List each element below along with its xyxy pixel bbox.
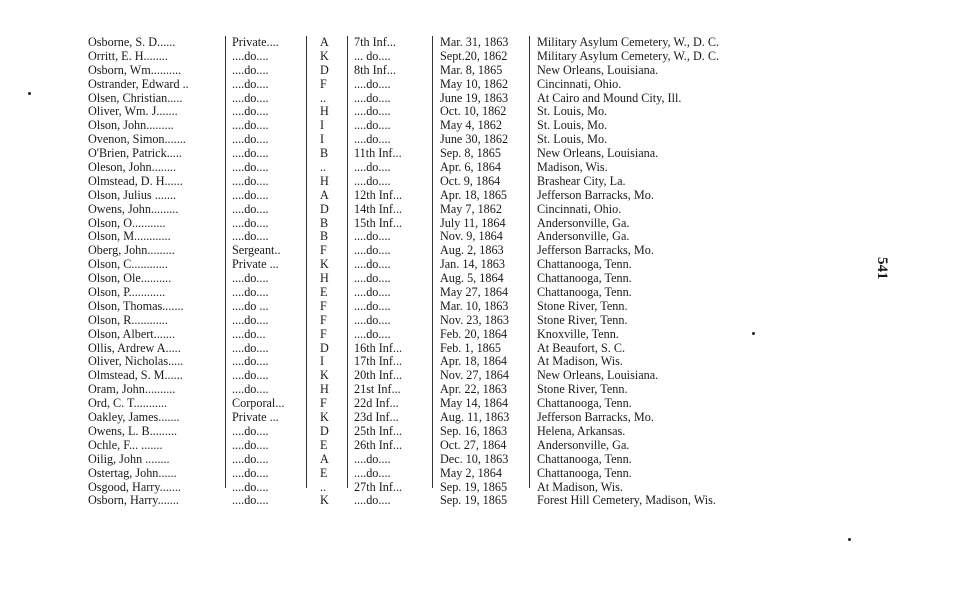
table-row <box>88 50 788 64</box>
burial-place: St. Louis, Mo. <box>537 118 608 133</box>
rank: ....do.... <box>232 160 269 175</box>
soldier-name: Ostrander, Edward .. <box>88 76 189 91</box>
table-row <box>88 133 788 147</box>
company: B <box>320 215 329 230</box>
table-row <box>88 328 788 342</box>
company: A <box>320 35 329 49</box>
burial-place: At Cairo and Mound City, Ill. <box>537 90 682 105</box>
burial-place: New Orleans, Louisiana. <box>537 146 659 161</box>
rank: ....do.... <box>232 104 269 119</box>
table-row <box>88 258 788 272</box>
soldier-name: Olsen, Christian..... <box>88 90 183 105</box>
rank: ....do.... <box>232 451 269 466</box>
death-date: May 4, 1862 <box>440 118 502 133</box>
soldier-name: Olson, Albert....... <box>88 326 176 341</box>
burial-place: Jefferson Barracks, Mo. <box>537 243 654 258</box>
regiment: ....do.... <box>354 257 391 272</box>
rank: ....do.... <box>232 173 269 188</box>
page-number: 541 <box>874 257 890 280</box>
regiment: 15th Inf... <box>354 215 403 230</box>
company: K <box>320 493 329 508</box>
company: D <box>320 340 329 355</box>
regiment: ....do.... <box>354 132 391 147</box>
death-date: May 14, 1864 <box>440 396 509 411</box>
table-row <box>88 369 788 383</box>
rank: Sergeant.. <box>232 243 281 258</box>
company: A <box>320 451 329 466</box>
soldier-name: Oliver, Nicholas..... <box>88 354 184 369</box>
regiment: ....do.... <box>354 298 391 313</box>
burial-place: Chattanooga, Tenn. <box>537 451 632 466</box>
rank: ....do.... <box>232 187 269 202</box>
rank: ....do.... <box>232 271 269 286</box>
regiment: 8th Inf... <box>354 62 396 77</box>
rank: ....do.... <box>232 354 269 369</box>
company: F <box>320 312 327 327</box>
death-date: Feb. 20, 1864 <box>440 326 508 341</box>
soldier-name: Olson, O........... <box>88 215 166 230</box>
print-speck <box>752 332 755 335</box>
rank: ....do.... <box>232 229 269 244</box>
burial-place: New Orleans, Louisiana. <box>537 368 659 383</box>
regiment: 11th Inf... <box>354 146 402 161</box>
regiment: 7th Inf... <box>354 35 396 49</box>
burial-place: Chattanooga, Tenn. <box>537 465 632 480</box>
table-row <box>88 92 788 106</box>
death-date: Mar. 10, 1863 <box>440 298 509 313</box>
burial-place: Andersonville, Ga. <box>537 437 630 452</box>
regiment: ....do.... <box>354 76 391 91</box>
regiment: ....do.... <box>354 160 391 175</box>
soldier-name: Orritt, E. H........ <box>88 48 168 63</box>
regiment: ....do.... <box>354 312 391 327</box>
soldier-name: Olson, R............ <box>88 312 168 327</box>
soldier-name: Oliver, Wm. J....... <box>88 104 178 119</box>
death-date: Sept.20, 1862 <box>440 48 508 63</box>
print-speck <box>848 538 851 541</box>
regiment: ... do.... <box>354 48 391 63</box>
regiment: 20th Inf... <box>354 368 403 383</box>
soldier-name: Osborn, Harry....... <box>88 493 179 508</box>
table-row <box>88 481 788 495</box>
regiment: 17th Inf... <box>354 354 403 369</box>
death-date: Mar. 31, 1863 <box>440 35 509 49</box>
burial-place: Andersonville, Ga. <box>537 229 630 244</box>
soldier-name: Ord, C. T........... <box>88 396 168 411</box>
regiment: ....do.... <box>354 118 391 133</box>
burial-place: Jefferson Barracks, Mo. <box>537 187 654 202</box>
regiment: ....do.... <box>354 493 391 508</box>
table-row <box>88 64 788 78</box>
death-date: July 11, 1864 <box>440 215 506 230</box>
burial-place: Chattanooga, Tenn. <box>537 257 632 272</box>
company: D <box>320 201 329 216</box>
death-date: Apr. 6, 1864 <box>440 160 501 175</box>
regiment: 26th Inf... <box>354 437 403 452</box>
company: .. <box>320 90 327 105</box>
burial-place: At Beaufort, S. C. <box>537 340 626 355</box>
company: H <box>320 104 329 119</box>
table-row <box>88 397 788 411</box>
table-row <box>88 286 788 300</box>
rank: ....do.... <box>232 382 269 397</box>
regiment: 21st Inf... <box>354 382 401 397</box>
company: D <box>320 423 329 438</box>
rank: ....do.... <box>232 76 269 91</box>
death-date: June 19, 1863 <box>440 90 509 105</box>
rank: ....do.... <box>232 146 269 161</box>
death-date: Mar. 8, 1865 <box>440 62 503 77</box>
regiment: ....do.... <box>354 90 391 105</box>
company: E <box>320 465 328 480</box>
burial-place: Knoxville, Tenn. <box>537 326 619 341</box>
death-date: Apr. 18, 1865 <box>440 187 508 202</box>
rank: ....do.... <box>232 437 269 452</box>
table-row <box>88 411 788 425</box>
company: A <box>320 187 329 202</box>
burial-place: New Orleans, Louisiana. <box>537 62 659 77</box>
company: F <box>320 76 327 91</box>
regiment: 23d Inf... <box>354 410 399 425</box>
table-row <box>88 300 788 314</box>
death-date: Aug. 11, 1863 <box>440 410 510 425</box>
rank: ....do.... <box>232 479 269 494</box>
death-date: Dec. 10, 1863 <box>440 451 509 466</box>
table-row <box>88 494 788 508</box>
burial-place: Stone River, Tenn. <box>537 298 628 313</box>
death-date: Sep. 19, 1865 <box>440 493 508 508</box>
burial-place: Chattanooga, Tenn. <box>537 396 632 411</box>
table-row <box>88 425 788 439</box>
company: H <box>320 271 329 286</box>
regiment: ....do.... <box>354 243 391 258</box>
regiment: 27th Inf... <box>354 479 403 494</box>
burial-place: At Madison, Wis. <box>537 354 623 369</box>
rank: ....do.... <box>232 340 269 355</box>
regiment: 16th Inf... <box>354 340 403 355</box>
table-row <box>88 230 788 244</box>
burial-place: Cincinnati, Ohio. <box>537 76 622 91</box>
soldier-name: Owens, John......... <box>88 201 179 216</box>
company: E <box>320 437 328 452</box>
company: B <box>320 229 329 244</box>
regiment: 25th Inf... <box>354 423 403 438</box>
company: F <box>320 298 327 313</box>
death-date: May 10, 1862 <box>440 76 509 91</box>
soldier-name: Olson, Ole.......... <box>88 271 172 286</box>
table-row <box>88 147 788 161</box>
soldier-name: Oleson, John........ <box>88 160 177 175</box>
company: H <box>320 382 329 397</box>
death-date: Jan. 14, 1863 <box>440 257 505 272</box>
burial-place: Stone River, Tenn. <box>537 312 628 327</box>
death-date: Sep. 19, 1865 <box>440 479 508 494</box>
rank: ....do.... <box>232 423 269 438</box>
soldier-name: Olmstead, S. M...... <box>88 368 183 383</box>
soldier-name: Oakley, James....... <box>88 410 180 425</box>
company: .. <box>320 160 327 175</box>
death-date: Oct. 9, 1864 <box>440 173 501 188</box>
burial-place: Military Asylum Cemetery, W., D. C. <box>537 35 720 49</box>
burial-place: Stone River, Tenn. <box>537 382 628 397</box>
rank: ....do.... <box>232 493 269 508</box>
death-date: May 7, 1862 <box>440 201 502 216</box>
table-row <box>88 383 788 397</box>
table-row <box>88 217 788 231</box>
rank: ....do.... <box>232 285 269 300</box>
soldier-name: Osborn, Wm.......... <box>88 62 182 77</box>
table-row <box>88 175 788 189</box>
burial-place: Andersonville, Ga. <box>537 215 630 230</box>
company: F <box>320 396 327 411</box>
burial-place: St. Louis, Mo. <box>537 104 608 119</box>
company: .. <box>320 479 327 494</box>
table-row <box>88 203 788 217</box>
death-date: May 2, 1864 <box>440 465 502 480</box>
soldier-name: Ollis, Ardrew A..... <box>88 340 181 355</box>
company: F <box>320 243 327 258</box>
regiment: ....do.... <box>354 271 391 286</box>
rank: ....do.... <box>232 312 269 327</box>
rank: Corporal... <box>232 396 285 411</box>
table-row <box>88 314 788 328</box>
death-date: Sep. 16, 1863 <box>440 423 508 438</box>
burial-place: St. Louis, Mo. <box>537 132 608 147</box>
rank: ....do ... <box>232 298 269 313</box>
table-row <box>88 119 788 133</box>
burial-place: Forest Hill Cemetery, Madison, Wis. <box>537 493 716 508</box>
company: K <box>320 410 329 425</box>
company: E <box>320 285 328 300</box>
burial-place: Jefferson Barracks, Mo. <box>537 410 654 425</box>
company: K <box>320 257 329 272</box>
soldier-name: Olson, John......... <box>88 118 174 133</box>
regiment: 22d Inf... <box>354 396 399 411</box>
burial-place: Madison, Wis. <box>537 160 608 175</box>
burial-place: Brashear City, La. <box>537 173 626 188</box>
print-speck <box>28 92 31 95</box>
rank: ....do.... <box>232 465 269 480</box>
death-date: Apr. 22, 1863 <box>440 382 508 397</box>
death-date: Aug. 5, 1864 <box>440 271 504 286</box>
soldier-name: Oberg, John......... <box>88 243 175 258</box>
rank: Private ... <box>232 410 279 425</box>
table-row <box>88 272 788 286</box>
soldier-name: Ochle, F... ....... <box>88 437 163 452</box>
company: K <box>320 368 329 383</box>
soldier-name: Ostertag, John...... <box>88 465 177 480</box>
burial-register-table <box>88 36 788 508</box>
table-row <box>88 467 788 481</box>
regiment: ....do.... <box>354 104 391 119</box>
death-date: Nov. 27, 1864 <box>440 368 509 383</box>
rank: ....do.... <box>232 201 269 216</box>
table-row <box>88 439 788 453</box>
death-date: Apr. 18, 1864 <box>440 354 508 369</box>
rank: ....do.... <box>232 90 269 105</box>
soldier-name: Olson, Julius ....... <box>88 187 177 202</box>
company: I <box>320 354 325 369</box>
rank: ....do.... <box>232 368 269 383</box>
soldier-name: Olson, M............ <box>88 229 171 244</box>
rank: ....do.... <box>232 118 269 133</box>
death-date: Nov. 23, 1863 <box>440 312 509 327</box>
table-row <box>88 36 788 50</box>
regiment: ....do.... <box>354 465 391 480</box>
regiment: ....do.... <box>354 173 391 188</box>
rank: ....do.... <box>232 215 269 230</box>
regiment: 12th Inf... <box>354 187 403 202</box>
company: D <box>320 62 329 77</box>
burial-place: Helena, Arkansas. <box>537 423 626 438</box>
death-date: Oct. 27, 1864 <box>440 437 507 452</box>
regiment: ....do.... <box>354 285 391 300</box>
rank: Private ... <box>232 257 279 272</box>
regiment: ....do.... <box>354 451 391 466</box>
company: I <box>320 132 325 147</box>
burial-place: Cincinnati, Ohio. <box>537 201 622 216</box>
soldier-name: Oilig, John ........ <box>88 451 170 466</box>
table-row <box>88 355 788 369</box>
table-row <box>88 105 788 119</box>
company: H <box>320 173 329 188</box>
burial-place: Chattanooga, Tenn. <box>537 271 632 286</box>
death-date: Feb. 1, 1865 <box>440 340 501 355</box>
rank: ....do.... <box>232 62 269 77</box>
table-row <box>88 78 788 92</box>
rank: Private.... <box>232 35 279 49</box>
death-date: June 30, 1862 <box>440 132 509 147</box>
company: F <box>320 326 327 341</box>
rank: ....do.... <box>232 132 269 147</box>
regiment: 14th Inf... <box>354 201 403 216</box>
table-row <box>88 161 788 175</box>
soldier-name: Olson, C............ <box>88 257 168 272</box>
death-date: Aug. 2, 1863 <box>440 243 504 258</box>
soldier-name: Osgood, Harry....... <box>88 479 181 494</box>
soldier-name: Ovenon, Simon....... <box>88 132 186 147</box>
soldier-name: Olson, P............ <box>88 285 166 300</box>
soldier-name: Owens, L. B......... <box>88 423 178 438</box>
soldier-name: Oram, John.......... <box>88 382 176 397</box>
regiment: ....do.... <box>354 229 391 244</box>
table-row <box>88 453 788 467</box>
soldier-name: Osborne, S. D...... <box>88 35 176 49</box>
company: I <box>320 118 325 133</box>
table-row <box>88 342 788 356</box>
burial-place: Military Asylum Cemetery, W., D. C. <box>537 48 720 63</box>
company: B <box>320 146 329 161</box>
soldier-name: Olson, Thomas....... <box>88 298 184 313</box>
death-date: May 27, 1864 <box>440 285 509 300</box>
burial-place: At Madison, Wis. <box>537 479 623 494</box>
rank: ....do... <box>232 326 266 341</box>
company: K <box>320 48 329 63</box>
burial-place: Chattanooga, Tenn. <box>537 285 632 300</box>
table-row <box>88 189 788 203</box>
death-date: Oct. 10, 1862 <box>440 104 507 119</box>
table-row <box>88 244 788 258</box>
soldier-name: O'Brien, Patrick..... <box>88 146 182 161</box>
rank: ....do.... <box>232 48 269 63</box>
death-date: Sep. 8, 1865 <box>440 146 501 161</box>
death-date: Nov. 9, 1864 <box>440 229 503 244</box>
regiment: ....do.... <box>354 326 391 341</box>
soldier-name: Olmstead, D. H...... <box>88 173 183 188</box>
